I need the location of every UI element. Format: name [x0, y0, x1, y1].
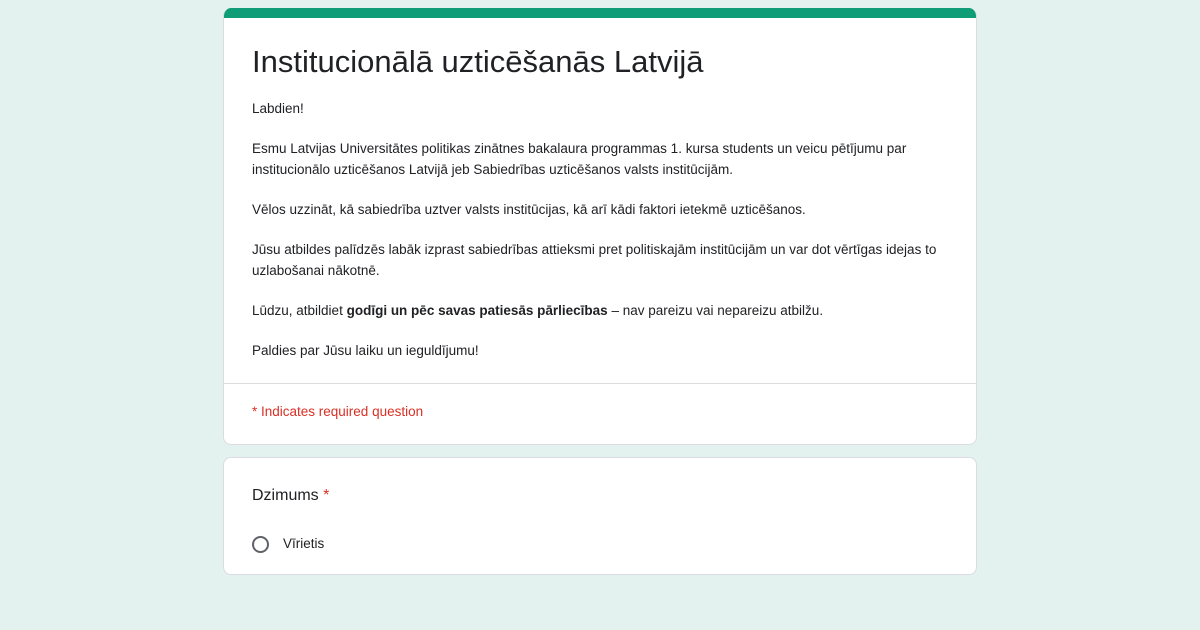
question-title [252, 484, 948, 508]
description-text: Jūsu atbildes palīdzēs labāk izprast sabiedrības attieksmi pret politiskajām institūcijām un var dot vērtīgas idejas to uzlabošanai nākotnē. [252, 242, 937, 278]
page-title: Institucionālā uzticēšanās Latvijā [252, 44, 704, 79]
form-accent-stripe [224, 8, 976, 18]
required-question-note: * Indicates required question [252, 404, 424, 419]
description-paragraph-1 [252, 98, 948, 119]
description-text: Vēlos uzzināt, kā sabiedrība uztver valsts institūcijas, kā arī kādi faktori ietekmē uzticēšanos. [252, 202, 806, 217]
required-asterisk: * [323, 487, 330, 504]
option-label: Vīrietis [283, 536, 325, 551]
question-label: Dzimums [252, 487, 319, 504]
description-paragraph-4 [252, 239, 948, 281]
description-text: Labdien! [252, 101, 304, 116]
description-text: Paldies par Jūsu laiku un ieguldījumu! [252, 343, 479, 358]
form-header-card [223, 8, 977, 445]
description-paragraph-5 [252, 300, 948, 321]
google-form [223, 8, 977, 575]
description-emphasis: godīgi un pēc savas patiesās pārliecības [346, 303, 608, 318]
description-paragraph-2 [252, 138, 948, 180]
description-paragraph-6 [252, 340, 948, 361]
description-paragraph-3 [252, 199, 948, 220]
list-item[interactable] [252, 534, 948, 554]
form-header-body [224, 18, 976, 361]
description-text: – nav pareizu vai nepareizu atbilžu. [607, 303, 824, 318]
form-description [252, 98, 948, 361]
radio-button-icon[interactable] [252, 536, 269, 553]
description-text: Lūdzu, atbildiet [252, 303, 347, 318]
description-text: Esmu Latvijas Universitātes politikas zinātnes bakalaura programmas 1. kursa students un veicu pētījumu par institucionālo uzticēšanos Latvijā jeb Sabiedrības uzticēšanos valsts institūcijām. [252, 141, 907, 177]
question-card-dzimums [223, 457, 977, 575]
